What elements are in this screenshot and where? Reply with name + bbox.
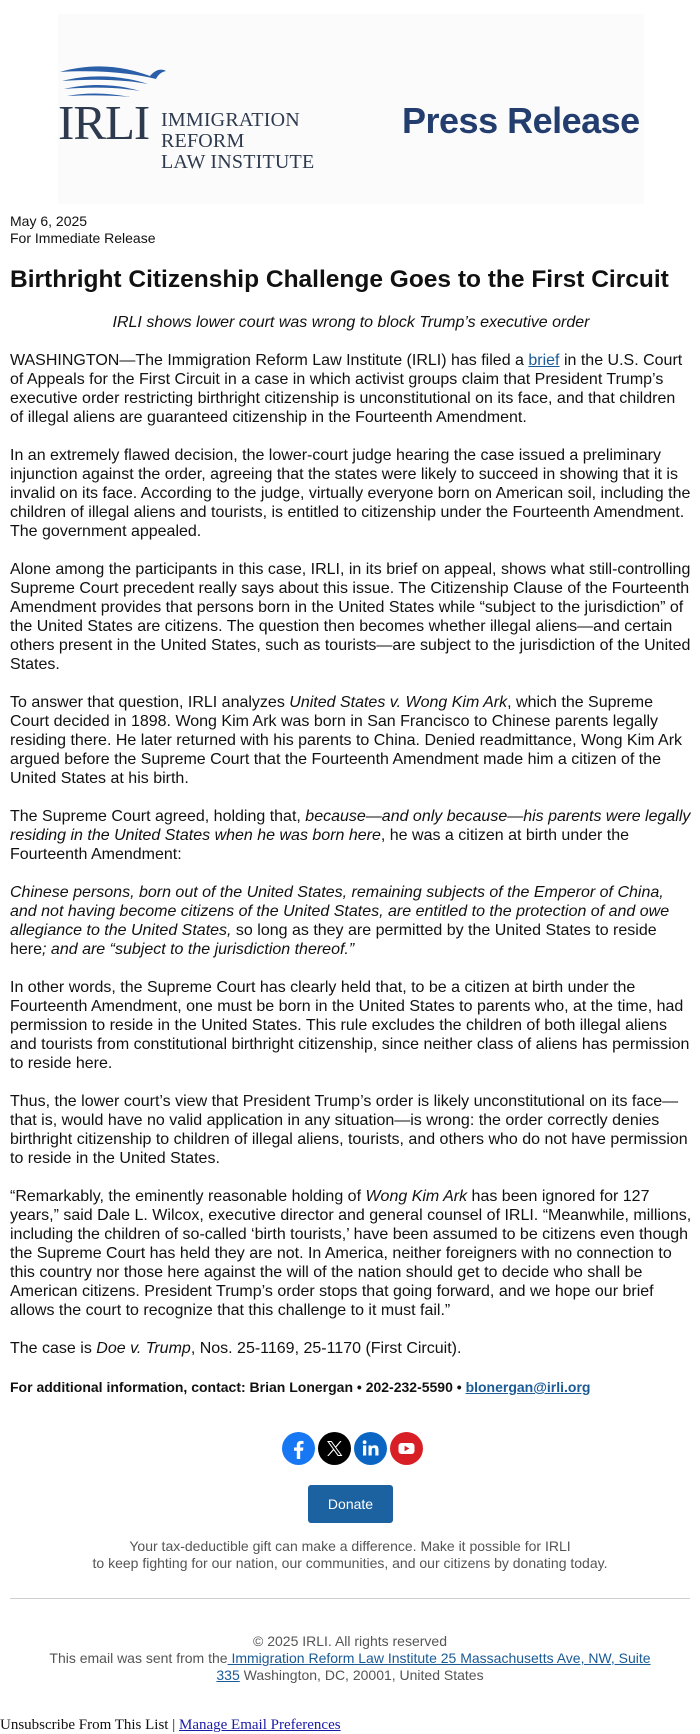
facebook-icon[interactable]	[282, 1432, 315, 1465]
paragraph-text: has been ignored for 127 years,” said Dale L. Wilcox, executive director and general counsel of IRLI. “Meanwhile, millions, including the children of so-called ‘birth tourists,’ have been assumed to be citizens even though the Supreme Court has held they are not. In America, neither foreigners with no connection to this country nor those here against the will of the nation should get to decide who shall be American citizens. President Trump’s order stops that going forward, and we hope our brief allows the court to recognize that this challenge to it must fail.”	[10, 1188, 692, 1319]
paragraph-4	[10, 693, 692, 788]
paragraph-9	[10, 1187, 692, 1320]
paragraph-text: To answer that question, IRLI analyzes	[10, 694, 290, 711]
social-links	[282, 1432, 423, 1466]
quotation	[10, 883, 692, 959]
brief-link[interactable]: brief	[528, 352, 560, 369]
unsubscribe-bar	[0, 1717, 341, 1734]
quoted-text: Chinese persons, born out of the United States, remaining subjects of the Emperor of China, and not having become citizens of the United States, are entitled to the protection of and owe allegiance to the United States,	[10, 884, 670, 939]
contact-info	[10, 1378, 692, 1397]
logo-abbreviation: IRLI	[58, 95, 150, 150]
paragraph-text: The case is	[10, 1340, 97, 1357]
copyright: © 2025 IRLI. All rights reserved	[253, 1633, 447, 1649]
donation-appeal-line2: to keep fighting for our nation, our communities, and our citizens by donating today.	[92, 1555, 608, 1571]
case-name: Wong Kim Ark	[365, 1188, 468, 1205]
paragraph-7: In other words, the Supreme Court has clearly held that, to be a citizen at birth under the Fourteenth Amendment, one must be born in the United States to parents who, at the time, had permission to reside in the United States. This rule excludes the children of both illegal aliens and tourists from constitutional birthright citizenship, since neither class of aliens has permission to reside here.	[10, 979, 690, 1072]
separator: |	[168, 1717, 179, 1733]
header-banner	[58, 14, 644, 204]
paragraph-text: , which the Supreme Court decided in 1898. Wong Kim Ark was born in San Francisco to Chinese parents legally residing there. He later returned with his parents to China. Denied readmittance, Wong Kim Ark argued before the Supreme Court that the Fourteenth Amendment made him a citizen of the United States at his birth.	[10, 694, 683, 787]
article-title: Birthright Citizenship Challenge Goes to the First Circuit	[10, 266, 669, 293]
case-name: Doe v. Trump	[96, 1340, 191, 1357]
article-content	[10, 213, 692, 1397]
contact-label: For additional information, contact: Brian Lonergan • 202-232-5590 •	[10, 1379, 466, 1395]
sender-address-link[interactable]: Immigration Reform Law Institute 25 Massachusetts Ave, NW, Suite 335	[216, 1650, 651, 1683]
press-release-title: Press Release	[402, 100, 640, 141]
donation-appeal-line1: Your tax-deductible gift can make a difference. Make it possible for IRLI	[129, 1538, 571, 1554]
donate-button[interactable]: Donate	[308, 1485, 393, 1523]
case-name: United States v. Wong Kim Ark	[289, 694, 508, 711]
release-type: For Immediate Release	[10, 230, 156, 246]
logo-name-line2: LAW INSTITUTE	[161, 151, 315, 173]
manage-preferences-link[interactable]: Manage Email Preferences	[179, 1717, 341, 1733]
paragraph-text: , Nos. 25-1169, 25-1170 (First Circuit).	[190, 1340, 462, 1357]
sender-info	[40, 1650, 660, 1684]
sender-suffix: Washington, DC, 20001, United States	[239, 1667, 484, 1683]
paragraph-text: in the U.S. Court of Appeals for the First Circuit in a case in which activist groups claim that President Trump’s executive order restricting birthright citizenship is unconstitutional on its face, and that children of illegal aliens are guaranteed citizenship in the Fourteenth Amendment.	[10, 352, 683, 426]
linkedin-icon[interactable]	[354, 1432, 387, 1465]
paragraph-1	[10, 351, 692, 427]
donation-appeal	[40, 1538, 660, 1572]
irli-logo[interactable]	[58, 62, 388, 173]
x-icon[interactable]	[318, 1432, 351, 1465]
divider	[10, 1598, 690, 1599]
paragraph-3: Alone among the participants in this case, IRLI, in its brief on appeal, shows what still-controlling Supreme Court precedent really says about this issue. The Citizenship Clause of the Fourteenth Amendment provides that persons born in the United States while “subject to the jurisdiction” of the United States are citizens. The question then becomes whether illegal aliens—and certain others present in the United States, such as tourists—are subject to the jurisdiction of the United States.	[10, 561, 691, 673]
quoted-text: ; and are “subject to the jurisdiction thereof.”	[42, 941, 355, 958]
sender-prefix: This email was sent from the	[49, 1650, 228, 1666]
paragraph-10	[10, 1339, 692, 1358]
logo-organization-name	[161, 110, 388, 173]
paragraph-2: In an extremely flawed decision, the lower-court judge hearing the case issued a preliminary injunction against the order, agreeing that the states were likely to succeed in showing that it is invalid on its face. According to the judge, virtually everyone born on American soil, including the children of illegal aliens and tourists, is entitled to citizenship under the Fourteenth Amendment. The government appealed.	[10, 447, 691, 540]
paragraph-text: “Remarkably, the eminently reasonable holding of	[10, 1188, 366, 1205]
logo-name-line1: IMMIGRATION REFORM	[161, 109, 300, 152]
paragraph-text: so long as they are permitted by the United States to reside here	[10, 922, 657, 958]
paragraph-5	[10, 807, 692, 864]
article-subtitle: IRLI shows lower court was wrong to block Trump’s executive order	[112, 314, 590, 331]
emphasized-text: because—and only because—his parents were legally residing in the United States when he was born here	[10, 808, 691, 844]
youtube-icon[interactable]	[390, 1432, 423, 1465]
paragraph-text: WASHINGTON—The Immigration Reform Law Institute (IRLI) has filed a	[10, 352, 529, 369]
paragraph-text: , he was a citizen at birth under the Fourteenth Amendment:	[10, 827, 630, 863]
release-date: May 6, 2025	[10, 213, 88, 229]
contact-email-link[interactable]: blonergan@irli.org	[465, 1379, 591, 1395]
paragraph-text: The Supreme Court agreed, holding that,	[10, 808, 306, 825]
unsubscribe-link[interactable]: Unsubscribe From This List	[0, 1717, 169, 1733]
paragraph-8: Thus, the lower court’s view that President Trump’s order is likely unconstitutional on its face—that is, would have no valid application in any situation—is wrong: the order correctly denies birthright citizenship to children of illegal aliens, tourists, and others who do not have permission to reside in the United States.	[10, 1093, 688, 1167]
footer	[40, 1633, 660, 1684]
